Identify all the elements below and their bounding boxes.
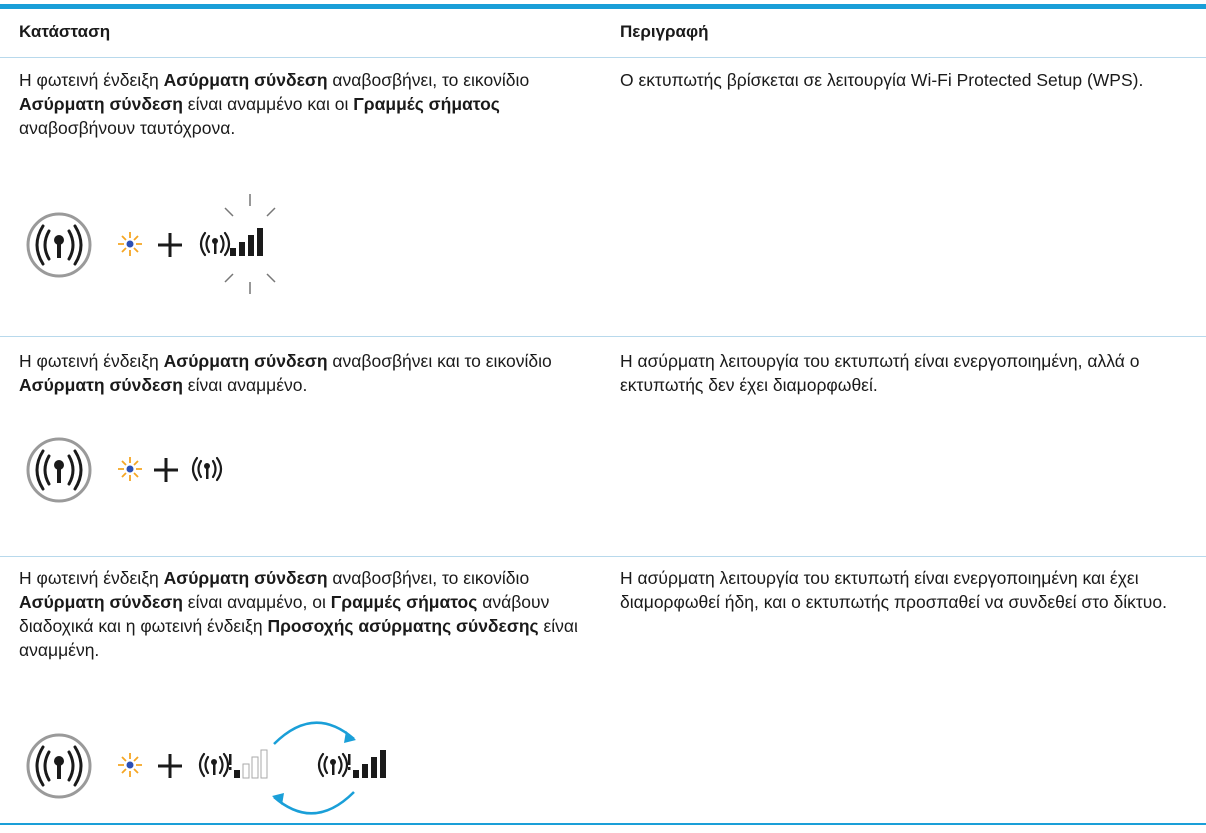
signal-bars-icon (230, 228, 263, 256)
bold-term: Ασύρματη σύνδεση (19, 94, 183, 114)
text-segment: είναι αναμμένο, οι (182, 592, 331, 612)
text-segment: είναι αναμμένο. (182, 375, 308, 395)
text-segment: είναι αναμμένο και οι (182, 94, 354, 114)
wireless-button-icon (28, 439, 90, 501)
wireless-attention-icon (200, 754, 232, 776)
status-text (19, 68, 604, 140)
signal-bars-icon (353, 750, 386, 778)
description-text: Η ασύρματη λειτουργία του εκτυπωτή είναι ενεργοποιημένη και έχει διαμορφωθεί ήδη, και ο εκτυπωτής προσπαθεί να συνδεθεί στο δίκτυο. (620, 568, 1167, 612)
bold-term: Προσοχής ασύρματης σύνδεσης (267, 616, 539, 636)
description-text: Η ασύρματη λειτουργία του εκτυπωτή είναι ενεργοποιημένη, αλλά ο εκτυπωτής δεν έχει διαμορφωθεί. (620, 351, 1140, 395)
bold-term: Ασύρματη σύνδεση (19, 592, 183, 612)
row1-figure (10, 178, 360, 308)
blinking-light-icon (118, 457, 142, 481)
header-divider (0, 57, 1206, 58)
text-segment: αναβοσβήνει, το εικονίδιο (327, 568, 530, 588)
bold-term: Ασύρματη σύνδεση (163, 351, 328, 371)
column-header-status: Κατάσταση (19, 22, 111, 41)
text-segment: αναβοσβήνει, το εικονίδιο (327, 70, 530, 90)
text-segment: Η φωτεινή ένδειξη (19, 568, 164, 588)
description-text: Ο εκτυπωτής βρίσκεται σε λειτουργία Wi-Fi Protected Setup (WPS). (620, 70, 1144, 90)
plus-icon (154, 458, 178, 482)
wireless-icon (201, 233, 229, 255)
row-divider (0, 556, 1206, 557)
bold-term: Γραμμές σήματος (353, 94, 500, 114)
row-divider (0, 336, 1206, 337)
column-header-description: Περιγραφή (620, 22, 709, 41)
bold-term: Γραμμές σήματος (330, 592, 478, 612)
wireless-button-icon (28, 735, 90, 797)
signal-bars-icon (234, 750, 267, 778)
wireless-attention-icon (319, 754, 351, 776)
row3-figure (10, 704, 510, 822)
text-segment: αναβοσβήνει και το εικονίδιο (327, 351, 552, 371)
cycle-arrows-icon (272, 723, 356, 814)
text-segment: Η φωτεινή ένδειξη (19, 70, 164, 90)
blinking-light-icon (118, 232, 142, 256)
bold-term: Ασύρματη σύνδεση (19, 375, 183, 395)
plus-icon (158, 754, 182, 778)
wireless-button-icon (28, 214, 90, 276)
table-top-rule (0, 4, 1206, 9)
text-segment: ανάβουν διαδοχικά και η φωτεινή ένδειξη (19, 592, 550, 636)
text-segment: Η φωτεινή ένδειξη (19, 351, 164, 371)
plus-icon (158, 233, 182, 257)
status-text (19, 566, 604, 662)
blinking-light-icon (118, 753, 142, 777)
table-bottom-rule (0, 823, 1206, 825)
bold-term: Ασύρματη σύνδεση (163, 568, 328, 588)
wireless-icon (193, 458, 221, 480)
row2-figure (10, 430, 270, 510)
text-segment: αναβοσβήνουν ταυτόχρονα. (19, 118, 236, 138)
status-text (19, 349, 604, 397)
text-segment: είναι αναμμένη. (19, 616, 578, 660)
bold-term: Ασύρματη σύνδεση (163, 70, 328, 90)
